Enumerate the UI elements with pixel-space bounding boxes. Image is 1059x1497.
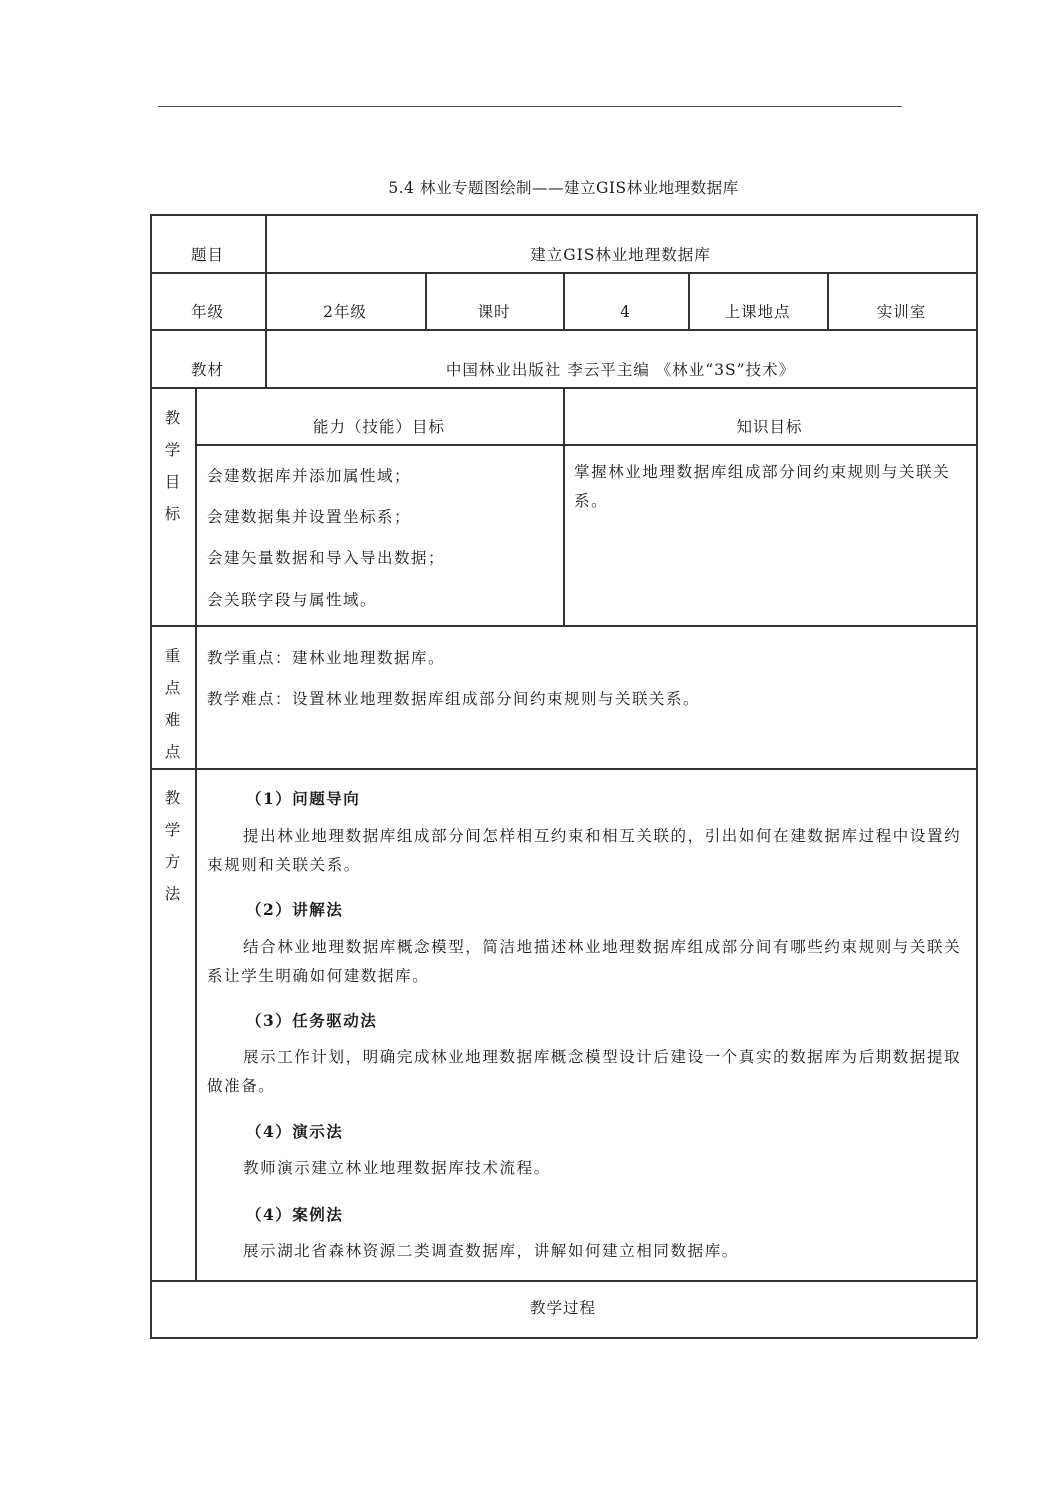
methods-label-char: 学 bbox=[164, 821, 181, 839]
teaching-difficulty: 教学难点：设置林业地理数据库组成部分间约束规则与关联关系。 bbox=[207, 690, 701, 708]
table-border-right bbox=[976, 214, 978, 1338]
table-border-left bbox=[150, 214, 152, 1338]
method-heading: （2）讲解法 bbox=[246, 900, 344, 919]
row-divider bbox=[195, 444, 977, 446]
ability-goal-item: 会建矢量数据和导入导出数据； bbox=[207, 549, 446, 567]
method-text: 提出林业地理数据库组成部分间怎样相互约束和相互关联的，引出如何在建数据库过程中设置约束规则和关联关系。 bbox=[207, 827, 962, 874]
grade-label: 年级 bbox=[190, 303, 224, 321]
keypoints-label-char: 难 bbox=[164, 711, 181, 729]
method-text: 展示湖北省森林资源二类调查数据库，讲解如何建立相同数据库。 bbox=[243, 1242, 739, 1260]
knowledge-goal-text: 掌握林业地理数据库组成部分间约束规则与关联关系。 bbox=[574, 463, 951, 510]
methods-label bbox=[150, 782, 195, 910]
method-heading: （4）案例法 bbox=[246, 1205, 344, 1224]
col-divider bbox=[195, 387, 197, 1280]
lesson-plan-table bbox=[150, 214, 977, 1338]
table-border-bottom bbox=[150, 1337, 977, 1339]
hours-value: 4 bbox=[620, 303, 631, 321]
ability-goal-item: 会建数据库并添加属性域； bbox=[207, 467, 412, 485]
topic-label: 题目 bbox=[190, 246, 224, 264]
goals-label-char: 学 bbox=[164, 441, 181, 459]
methods-label-char: 法 bbox=[164, 885, 181, 903]
method-heading: （1）问题导向 bbox=[246, 789, 361, 808]
process-label: 教学过程 bbox=[529, 1299, 596, 1317]
knowledge-goals-header: 知识目标 bbox=[736, 418, 803, 436]
row-divider bbox=[150, 329, 977, 331]
ability-goal-item: 会建数据集并设置坐标系； bbox=[207, 508, 412, 526]
method-text: 教师演示建立林业地理数据库技术流程。 bbox=[243, 1159, 551, 1177]
ability-goals-header: 能力（技能）目标 bbox=[312, 418, 445, 436]
document-title: 5.4 林业专题图绘制——建立GIS林业地理数据库 bbox=[388, 179, 739, 197]
method-heading: （3）任务驱动法 bbox=[246, 1011, 378, 1030]
row-divider bbox=[150, 1280, 977, 1282]
row-divider bbox=[150, 625, 977, 627]
goals-label-char: 目 bbox=[164, 473, 181, 491]
keypoints-label-char: 点 bbox=[164, 743, 181, 761]
topic-value: 建立GIS林业地理数据库 bbox=[530, 246, 711, 264]
place-value: 实训室 bbox=[876, 303, 927, 321]
textbook-label: 教材 bbox=[190, 361, 224, 379]
keypoints-label-char: 点 bbox=[164, 679, 181, 697]
teaching-focus: 教学重点：建林业地理数据库。 bbox=[207, 649, 446, 667]
header-rule bbox=[158, 106, 902, 107]
goals-label-char: 教 bbox=[164, 409, 181, 427]
col-divider bbox=[265, 214, 267, 387]
table-border-top bbox=[150, 214, 977, 216]
hours-label: 课时 bbox=[477, 303, 511, 321]
ability-goal-item: 会关联字段与属性域。 bbox=[207, 591, 378, 609]
row-divider bbox=[150, 768, 977, 770]
goals-label-char: 标 bbox=[164, 505, 181, 523]
method-text: 展示工作计划，明确完成林业地理数据库概念模型设计后建设一个真实的数据库为后期数据提取做准备。 bbox=[207, 1048, 962, 1095]
textbook-value: 中国林业出版社 李云平主编 《林业“3S”技术》 bbox=[445, 361, 796, 379]
keypoints-label bbox=[150, 640, 195, 768]
method-text: 结合林业地理数据库概念模型，简洁地描述林业地理数据库组成部分间有哪些约束规则与关联关系让学生明确如何建数据库。 bbox=[207, 938, 962, 985]
methods-label-char: 方 bbox=[164, 853, 181, 871]
methods-label-char: 教 bbox=[164, 789, 181, 807]
goals-label bbox=[150, 402, 195, 530]
method-heading: （4）演示法 bbox=[246, 1122, 344, 1141]
keypoints-label-char: 重 bbox=[164, 647, 181, 665]
place-label: 上课地点 bbox=[724, 303, 791, 321]
grade-value: 2年级 bbox=[323, 303, 367, 321]
